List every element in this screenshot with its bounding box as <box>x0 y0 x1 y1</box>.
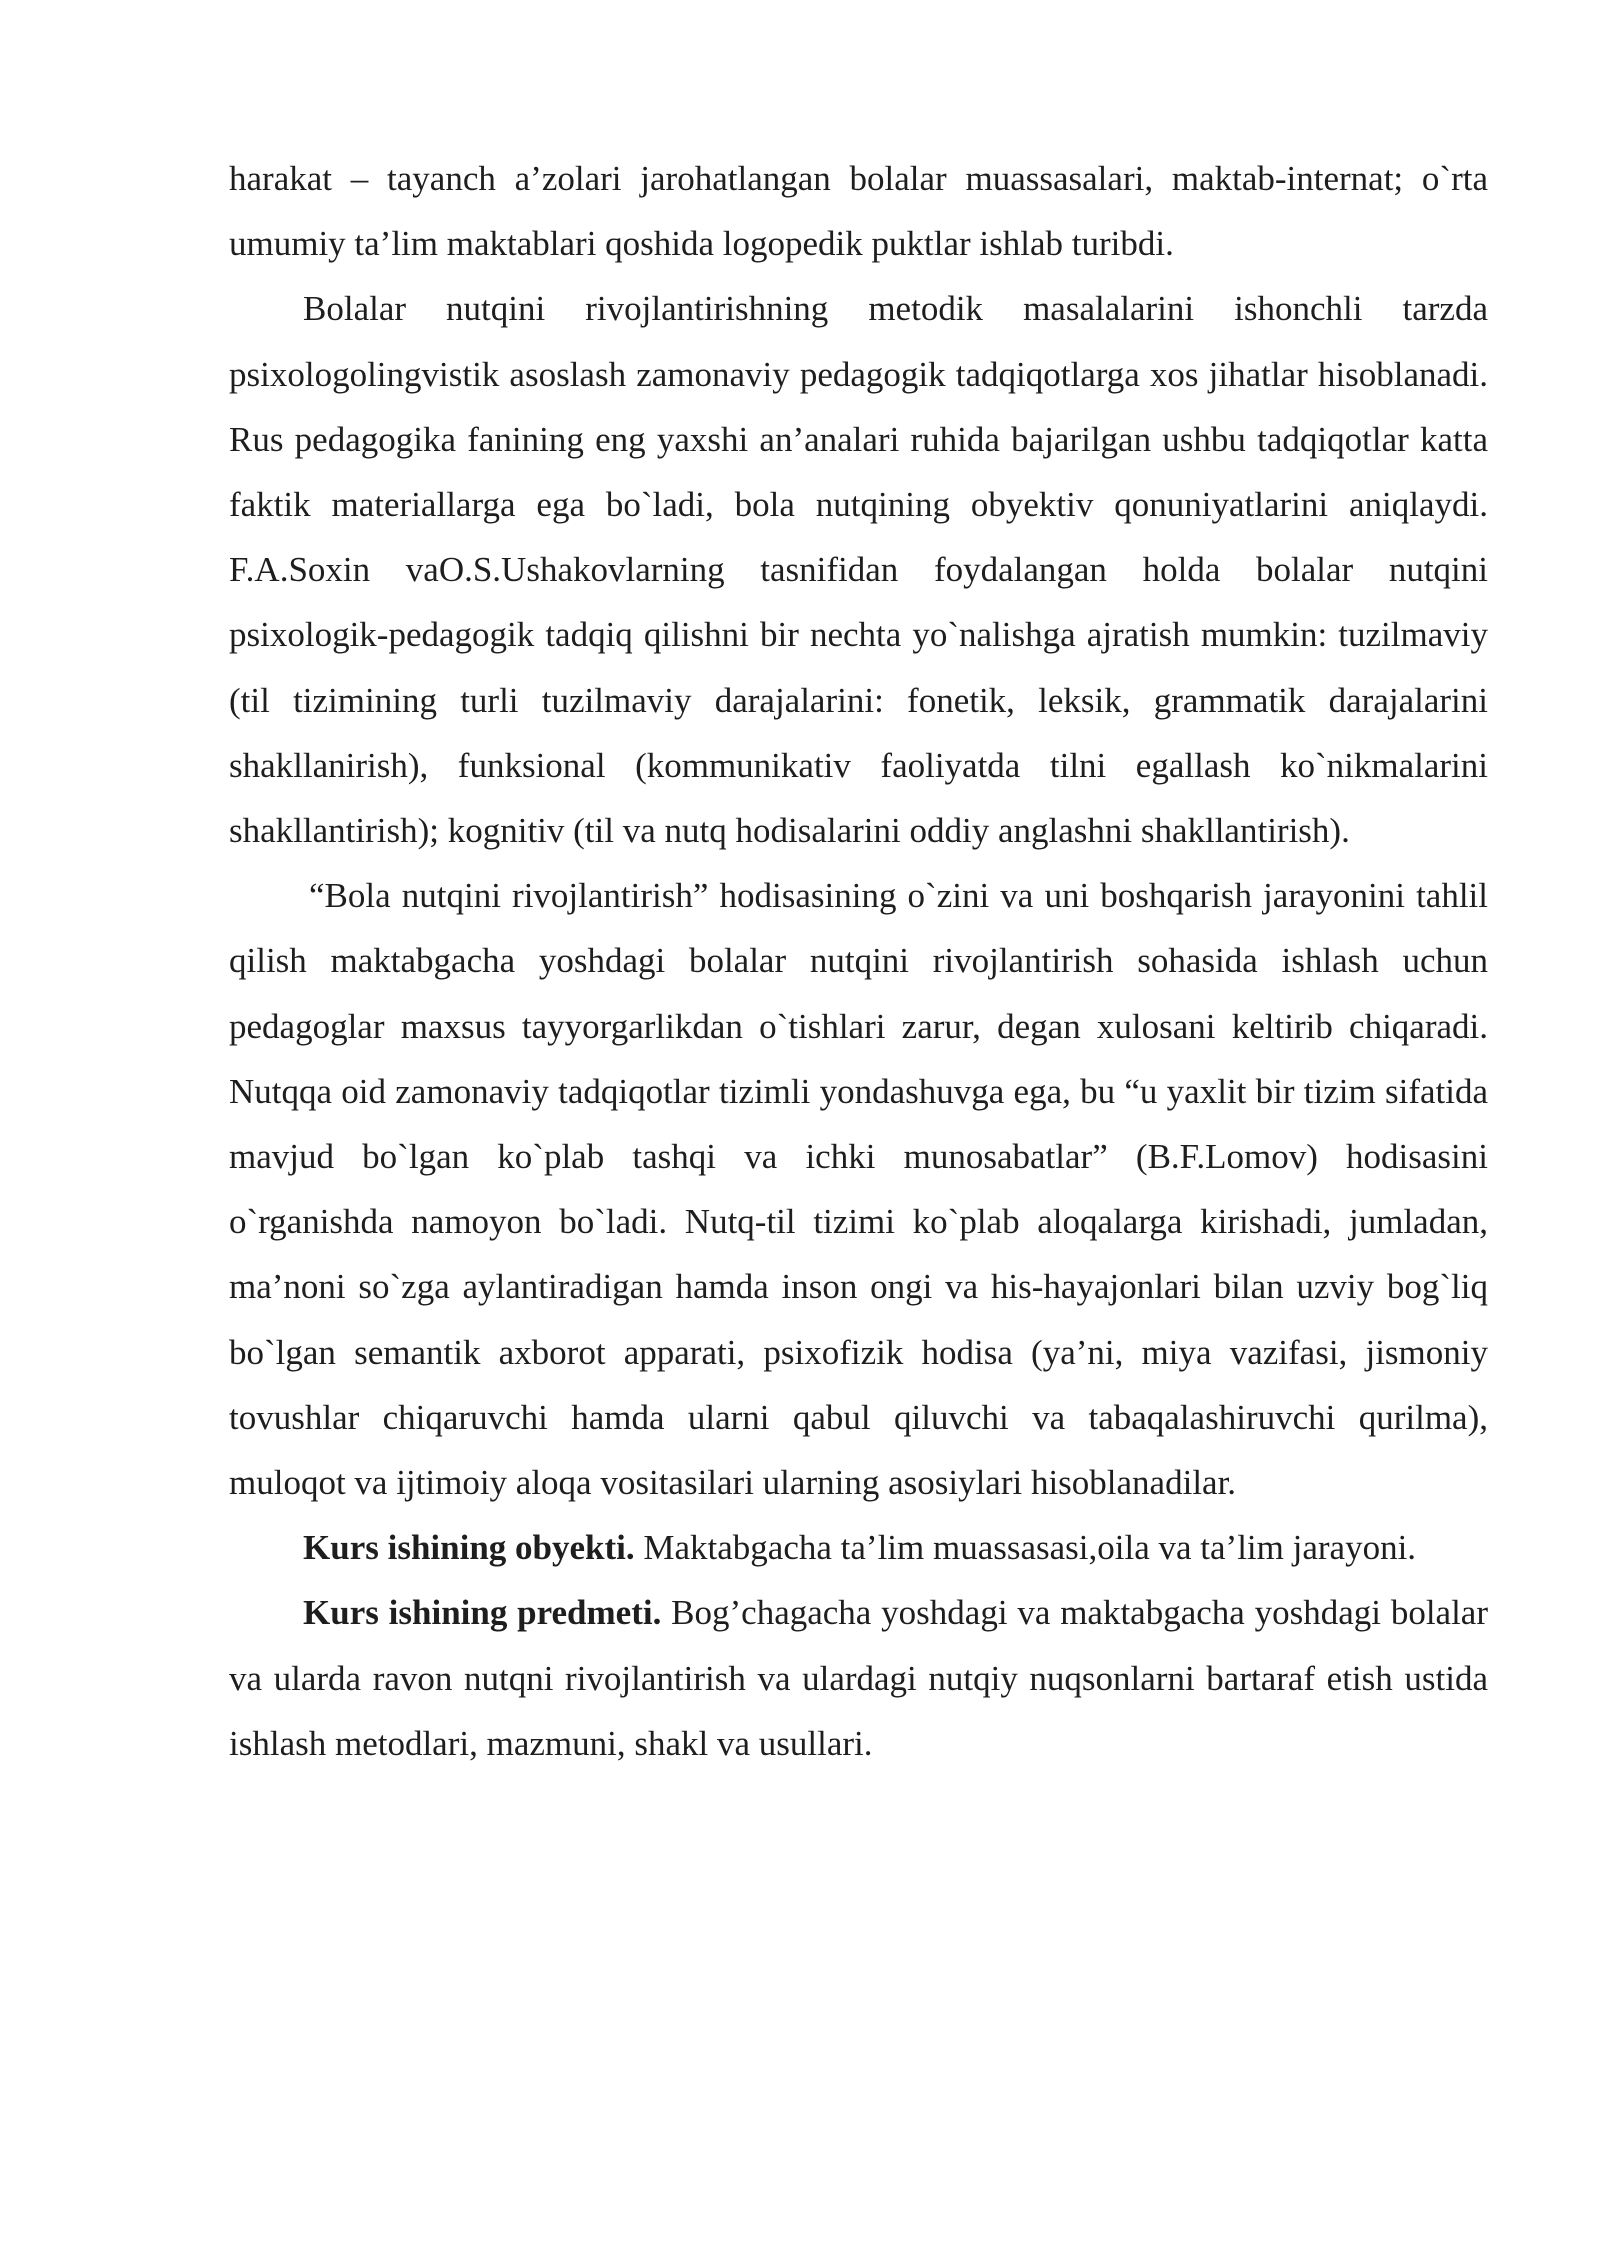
paragraph-speech-development: “Bola nutqini rivojlantirish” hodisasining o`zini va uni boshqarish jarayonini tahlil qilish maktabgacha yoshdagi bolalar nutqini rivojlantirish sohasida ishlash uchun pedagoglar maxsus tayyorgarlikdan o`tishlari zarur, degan xulosani keltirib chiqaradi. Nutqqa oid zamonaviy tadqiqotlar tizimli yondashuvga ega, bu “u yaxlit bir tizim sifatida mavjud bo`lgan ko`plab tashqi va ichki munosabatlar” (B.F.Lomov) hodisasini o`rganishda namoyon bo`ladi. Nutq-til tizimi ko`plab aloqalarga kirishadi, jumladan, ma’noni so`zga aylantiradigan hamda inson ongi va his-hayajonlari bilan uzviy bog`liq bo`lgan semantik axborot apparati, psixofizik hodisa (ya’ni, miya vazifasi, jismoniy tovushlar chiqaruvchi hamda ularni qabul qiluvchi va tabaqalashiruvchi qurilma), muloqot va ijtimoiy aloqa vositasilari ularning asosiylari hisoblanadilar. <box>229 876 1488 1503</box>
course-object-text: Maktabgacha ta’lim muassasasi,oila va ta’lim jarayoni. <box>634 1528 1417 1568</box>
course-object-label: Kurs ishining obyekti. <box>303 1528 635 1568</box>
course-subject-label: Kurs ishining predmeti. <box>303 1593 662 1633</box>
paragraph-continuation: harakat – tayanch a’zolari jarohatlangan bolalar muassasalari, maktab-internat; o`rta umumiy ta’lim maktablari qoshida logopedik puktlar ishlab turibdi. <box>229 159 1488 264</box>
paragraph-course-object <box>229 1515 1488 1580</box>
paragraph-course-subject <box>229 1580 1488 1776</box>
paragraph-methodology: Bolalar nutqini rivojlantirishning metodik masalalarini ishonchli tarzda psixologolingvistik asoslash zamonaviy pedagogik tadqiqotlarga xos jihatlar hisoblanadi. Rus pedagogika fanining eng yaxshi an’analari ruhida bajarilgan ushbu tadqiqotlar katta faktik materiallarga ega bo`ladi, bola nutqining obyektiv qonuniyatlarini aniqlaydi. F.A.Soxin vaO.S.Ushakovlarning tasnifidan foydalangan holda bolalar nutqini psixologik-pedagogik tadqiq qilishni bir nechta yo`nalishga ajratish mumkin: tuzilmaviy (til tizimining turli tuzilmaviy darajalarini: fonetik, leksik, grammatik darajalarini shakllanirish), funksional (kommunikativ faoliyatda tilni egallash ko`nikmalarini shakllantirish); kognitiv (til va nutq hodisalarini oddiy anglashni shakllantirish). <box>229 289 1488 851</box>
course-subject-text: Bog’chagacha yoshdagi va maktabgacha yoshdagi bolalar va ularda ravon nutqni rivojlantirish va ulardagi nutqiy nuqsonlarni bartaraf etish ustida ishlash metodlari, mazmuni, shakl va usullari. <box>229 1593 1488 1763</box>
body-text <box>229 146 1488 1776</box>
